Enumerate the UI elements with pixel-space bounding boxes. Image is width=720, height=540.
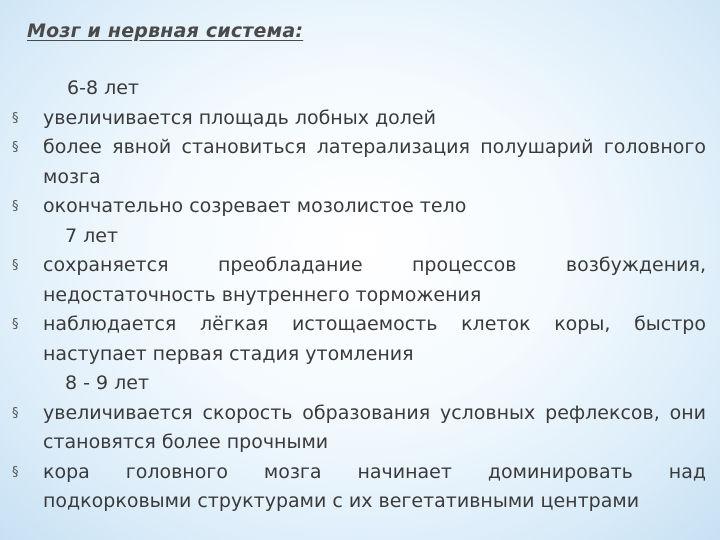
list-item (12, 399, 706, 458)
bullet-icon: § (12, 258, 19, 273)
bullet-icon: § (12, 199, 19, 214)
list-item (12, 133, 706, 192)
list-item (12, 310, 706, 369)
list-item-text: увеличивается скорость образования условных рефлексов, они становятся более прочными (43, 401, 706, 453)
list-item (12, 104, 706, 134)
bullet-icon: § (12, 464, 19, 480)
age-heading: 7 лет (65, 224, 119, 247)
bullet-icon: § (12, 110, 19, 126)
list-item-text: наблюдается лёгкая истощаемость клеток коры, быстро наступает первая стадия утомления (43, 313, 706, 365)
list-item-text: увеличивается площадь лобных долей (43, 106, 436, 129)
bullet-icon: § (12, 317, 19, 332)
list-item (12, 251, 706, 310)
list-item-text: более явной становиться латерализация полушарий головного мозга (43, 136, 706, 188)
list-item-text: окончательно созревает мозолистое тело (43, 195, 467, 217)
list-item (12, 458, 706, 517)
list-item-text: кора головного мозга начинает доминировать над подкорковыми структурами с их вегетативными центрами (43, 460, 706, 512)
slide-body (12, 74, 706, 517)
list-item-text: сохраняется преобладание процессов возбуждения, недостаточность внутреннего торможения (43, 254, 706, 306)
bullet-icon: § (12, 405, 19, 421)
age-heading: 8 - 9 лет (65, 372, 150, 394)
slide-title: Мозг и нервная система: (27, 20, 304, 42)
list-item (12, 192, 706, 222)
age-heading: 6-8 лет (67, 77, 139, 99)
bullet-icon: § (12, 140, 19, 155)
